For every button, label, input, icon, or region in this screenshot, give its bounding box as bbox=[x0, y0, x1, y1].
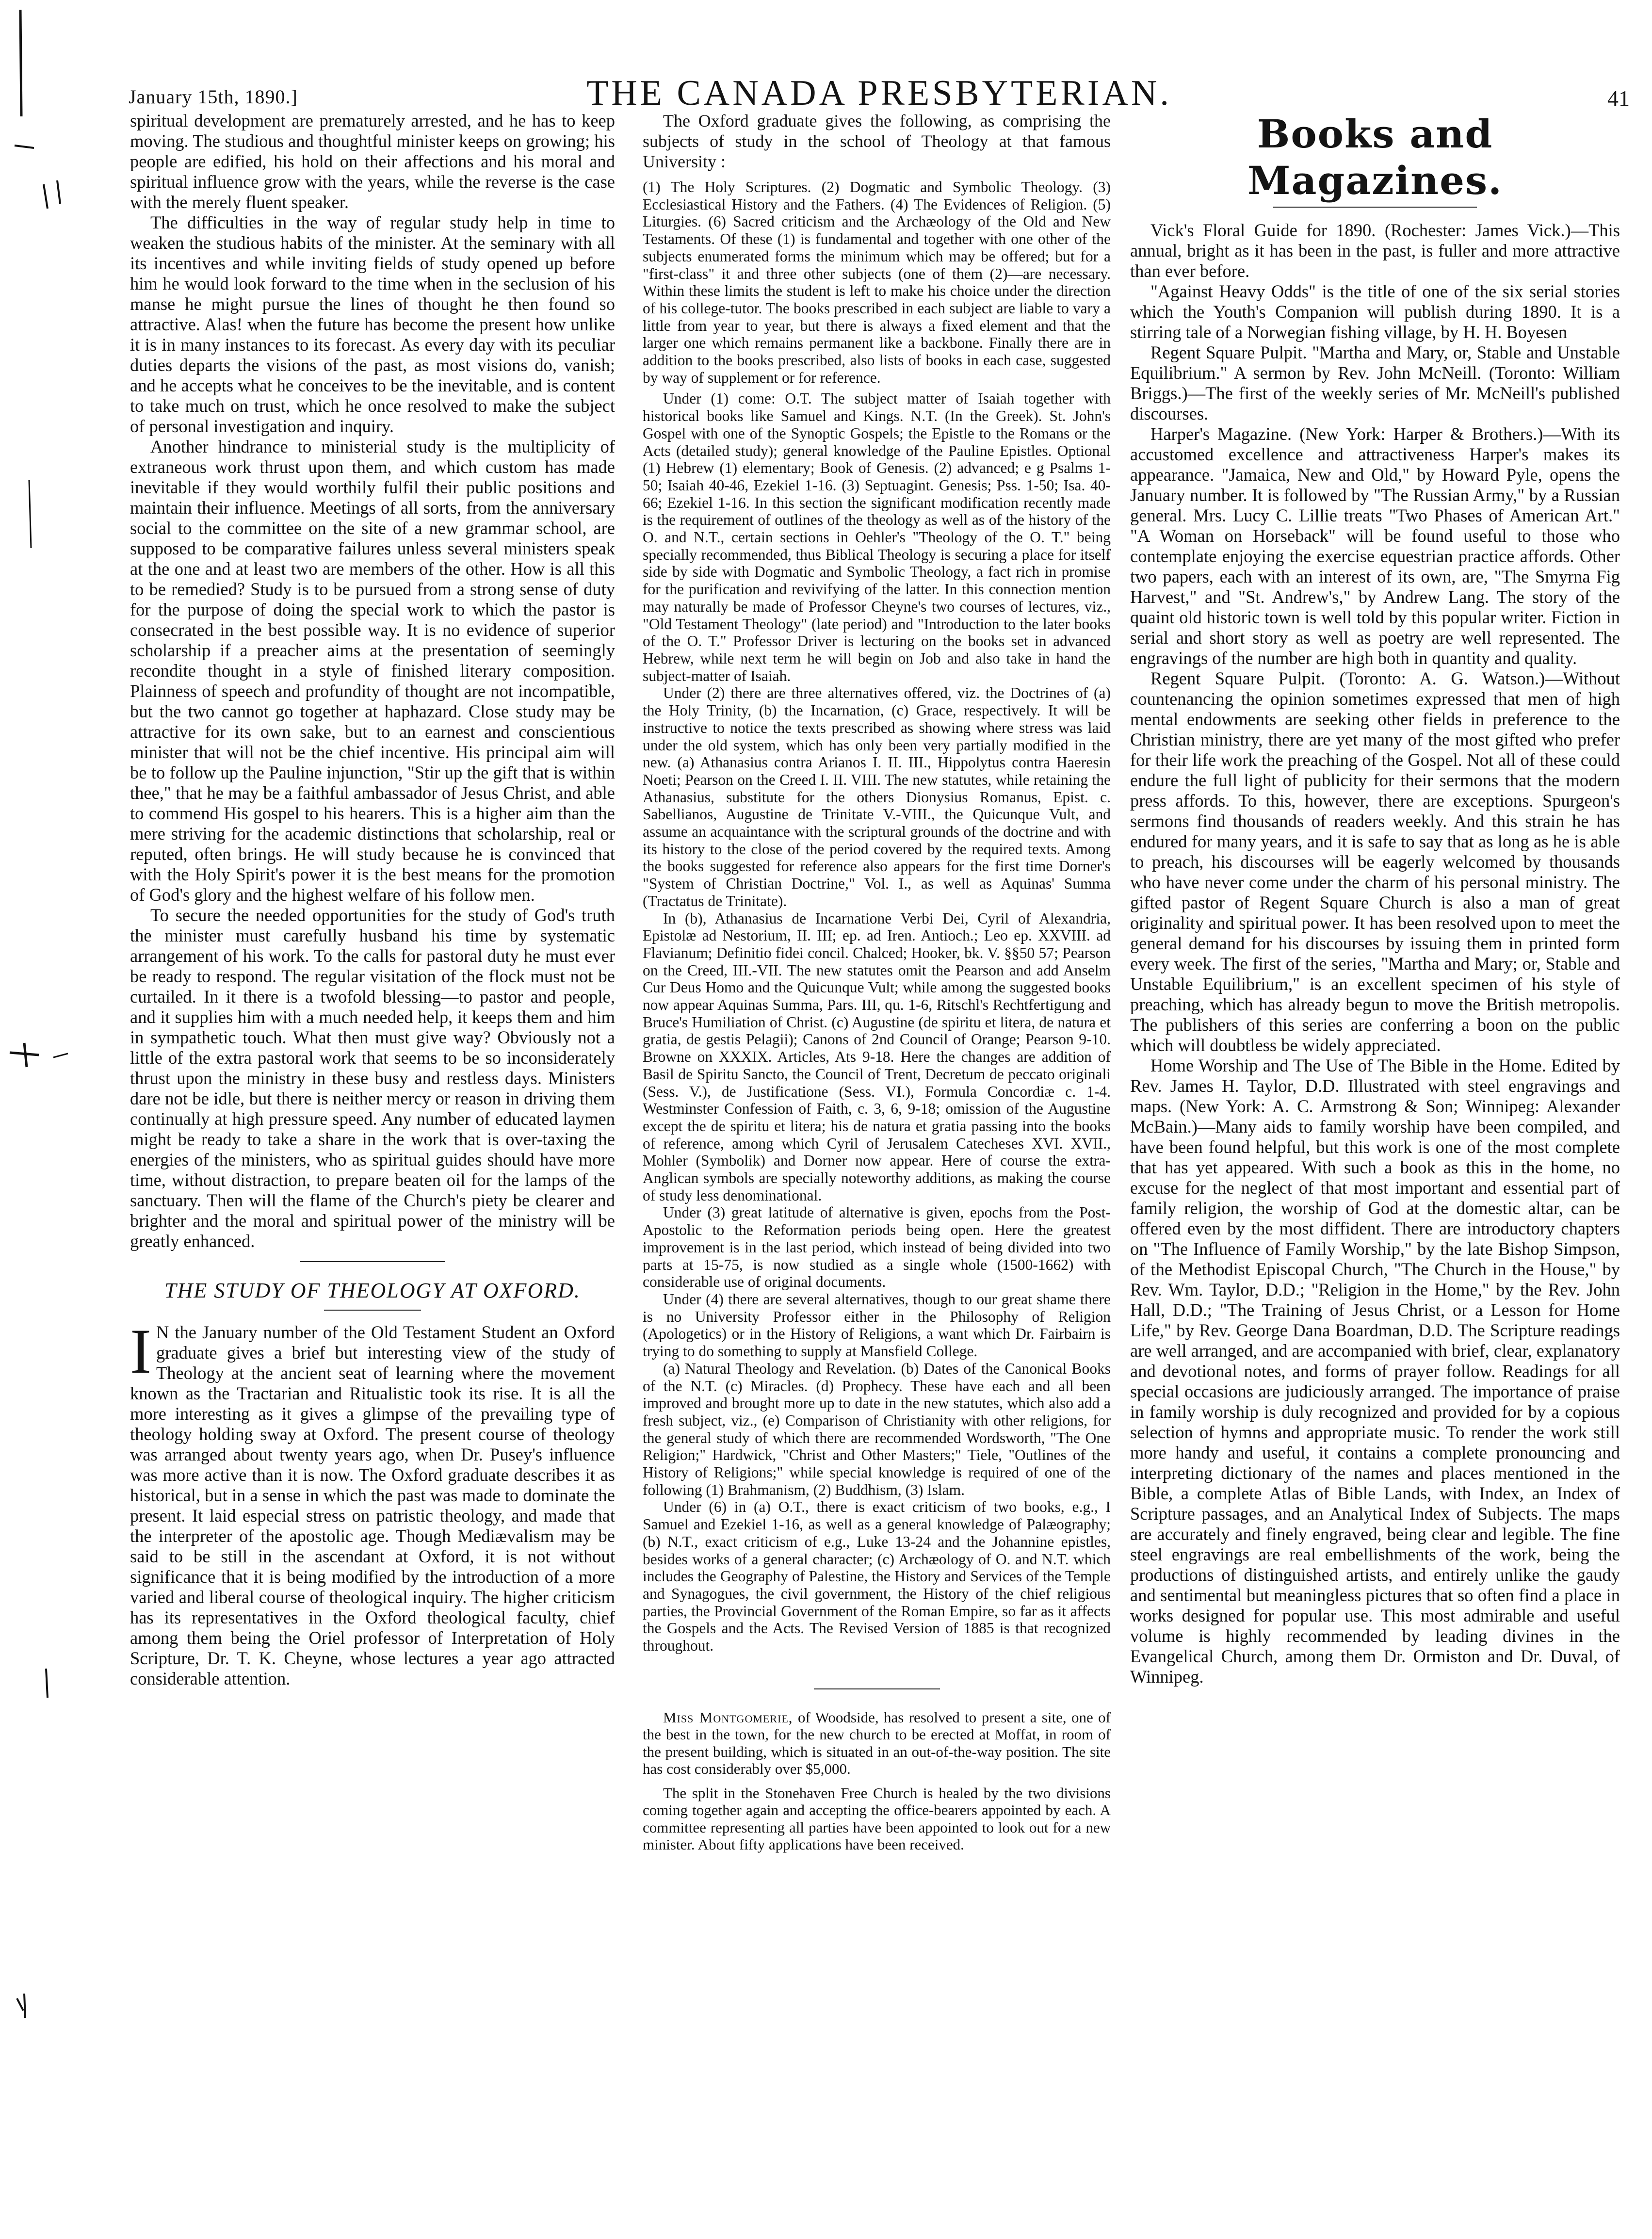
lead-paragraph: The Oxford graduate gives the following, as comprising the subjects of study in the school of Theology at that famous University : bbox=[643, 111, 1111, 171]
section-heading: Books and Magazines. bbox=[1247, 111, 1503, 203]
issue-date: January 15th, 1890.] bbox=[129, 86, 298, 108]
article-opening-paragraph bbox=[130, 1315, 615, 1689]
paragraph: Under (6) in (a) O.T., there is exact criticism of two books, e.g., I Samuel and Ezekiel 1-16, as well as a general knowledge of Palæography; (b) N.T., exact criticism of e.g., Luke 13-24 and the Johannine epistles, besides works of a general character; (c) Archæology of O. and N.T. which includes the Geography of Palestine, the History and Services of the Temple and Synagogues, the civil government, the History of the chief religious parties, the Provincial Government of the Roman Empire, so far as it affects the Gospels and the Acts. The Revised Version of 1885 is that recognized throughout. bbox=[643, 1498, 1111, 1655]
paragraph: Under (3) great latitude of alternative is given, epochs from the Post-Apostolic to the Reformation periods being open. Here the greatest improvement is in the last period, which instead of being divided into two parts at 15-75, is now studied as a single whole (1500-1662) with considerable use of original documents. bbox=[643, 1204, 1111, 1291]
article-divider bbox=[300, 1261, 445, 1262]
paragraph: The difficulties in the way of regular study help in time to weaken the studious habits of the minister. At the seminary with all its incentives and while inviting fields of study opened up before him he would look forward to the time when in the seclusion of his manse he might pursue the lines of thought he then found so attractive. Alas! when the future has become the present how unlike it is in many instances to its forecast. As every day with its peculiar duties departs the visions of the past, as most visions do, vanish; and he accepts what he conceives to be the inevitable, and is content to take much on trust, which he once resolved to make the subject of personal investigation and inquiry. bbox=[130, 212, 615, 436]
column-1 bbox=[130, 111, 615, 2211]
review-paragraph: Vick's Floral Guide for 1890. (Rochester: James Vick.)—This annual, bright as it has been in the past, is fuller and more attractive than ever before. bbox=[1130, 220, 1620, 281]
note-name: Miss Montgomerie, bbox=[663, 1708, 793, 1726]
drop-cap: I bbox=[130, 1315, 151, 1387]
subjects-list: (1) The Holy Scriptures. (2) Dogmatic and Symbolic Theology. (3) Ecclesiastical History and the Fathers. (4) The Evidences of Religion. (5) Liturgies. (6) Sacred criticism and the Archæology of the Old and New Testaments. Of these (1) is fundamental and together with one other of the subjects enumerated forms the minimum which may be offered; but for a "first-class" it and three other subjects (one of them (2)—are necessary. Within these limits the student is left to make his choice under the direction of his college-tutor. The books prescribed in each subject are liable to vary a little from year to year, but there is always a fixed element and that the larger one which remains permanent like a backbone. Finally there are in addition to the books prescribed, also lists of books in each case, suggested by way of supplement or for reference. bbox=[643, 178, 1111, 386]
masthead-title: THE CANADA PRESBYTERIAN. bbox=[586, 73, 1172, 113]
review-paragraph: Home Worship and The Use of The Bible in the Home. Edited by Rev. James H. Taylor, D.D. Illustrated with steel engravings and maps. (New York: A. C. Armstrong & Son; Winnipeg: Alexander McBain.)—Many aids to family worship have been compiled, and have been found helpful, but this work is one of the most complete that has yet appeared. With such a book as this in the home, no excuse for the neglect of that most important and essential part of family religion, the worship of God at the domestic altar, can be offered even by the most diffident. There are introductory chapters on "The Influence of Family Worship," by the late Bishop Simpson, of the Methodist Episcopal Church, "The Church in the House," by Rev. Wm. Taylor, D.D.; "Religion in the Home," by the Rev. John Hall, D.D.; "The Training of Jesus Christ, or a Lesson for Home Life," by Rev. George Dana Boardman, D.D. The Scripture readings are well arranged, and are accompanied with brief, clear, explanatory and devotional notes, and forms of prayer follow. Readings for all special occasions are judiciously arranged. The importance of praise in family worship is duly recognized and provided for by a copious selection of hymns and appropriate music. To render the work still more handy and useful, it contains a complete pronouncing and interpreting dictionary of the names and places mentioned in the Bible, a complete Atlas of Bible Lands, with Index, an Index of Scripture passages, and an Analytical Index of Subjects. The maps are accurately and finely engraved, being clear and legible. The fine steel engravings are real embellishments of the work, being the productions of distinguished artists, and entirely unlike the gaudy and sentimental but meaningless pictures that so often find a place in works designed for popular use. This most admirable and useful volume is highly recommended by leading divines in the Evangelical Church, among them Dr. Ormiston and Dr. Duval, of Winnipeg. bbox=[1130, 1055, 1620, 1687]
paragraph: Under (4) there are several alternatives, though to our great shame there is no University Professor either in the Philosophy of Religion (Apologetics) or in the History of Religions, a want which Dr. Fairbairn is trying to do something to supply at Mansfield College. bbox=[643, 1291, 1111, 1360]
review-paragraph: Regent Square Pulpit. "Martha and Mary, or, Stable and Unstable Equilibrium." A sermon by Rev. John McNeill. (Toronto: William Briggs.)—The first of the weekly series of Mr. McNeill's published discourses. bbox=[1130, 342, 1620, 423]
title-rule bbox=[324, 1310, 421, 1311]
review-paragraph: "Against Heavy Odds" is the title of one of the six serial stories which the Youth's Companion will publish during 1890. It is a stirring tale of a Norwegian fishing village, by H. H. Boyesen bbox=[1130, 281, 1620, 342]
paragraph: In (b), Athanasius de Incarnatione Verbi Dei, Cyril of Alexandria, Epistolæ ad Nestorium, II. III; ep. ad Iren. Antioch.; Leo ep. XXVIII. ad Flavianum; Definitio fidei concil. Chalced; Hooker, bk. V. §§50 57; Pearson on the Creed, III.-VII. The new statutes omit the Pearson and add Anselm Cur Deus Homo and the Quicunque Vult; while among the suggested books now appear Aquinas Summa, Pars. III, qu. 1-6, Ritschl's Rechtfertigung and Bruce's Humiliation of Christ. (c) Augustine (de spiritu et litera, de natura et gratia, de gestis Pelagii); Canons of 2nd Council of Orange; Pearson 9-10. Browne on XXXIX. Articles, Ats 9-18. Here the changes are addition of Basil de Spiritu Sancto, the Council of Trent, Decretum de peccato originali (Sess. V.), de Justificatione (Sess. VI.), Formula Concordiæ c. 1-4. Westminster Confession of Faith, c. 3, 6, 9-18; omission of the Augustine except the de spiritu et litera; his de natura et gratia passing into the books of reference, among which Cyril of Jerusalem Catecheses XVI. XVII., Mohler (Symbolik) and Dorner now appear. Here of course the extra-Anglican symbols are specially noteworthy additions, as making the course of study less denominational. bbox=[643, 909, 1111, 1204]
paragraph: To secure the needed opportunities for the study of God's truth the minister must carefully husband his time by systematic arrangement of his work. To the calls for pastoral duty he must ever be ready to respond. The regular visitation of the flock must not be curtailed. In it there is a twofold blessing—to pastor and people, and it supplies him with a much needed help, it keeps them and him in sympathetic touch. What then must give way? Obviously not a little of the extra pastoral work that seems to be so inconsiderately thrust upon the ministry in these busy and restless days. Ministers dare not be idle, but there is neither mercy or reason in driving them continually at high pressure speed. Any number of educated laymen might be ready to take a share in the work that is over-taxing the energies of the ministers, who as spiritual guides should have more time, without distraction, to prepare beaten oil for the lamps of the sanctuary. Then will the flame of the Church's piety be clearer and brighter and the moral and spiritual power of the ministry will be greatly enhanced. bbox=[130, 905, 615, 1251]
news-note-moffat bbox=[643, 1709, 1111, 1778]
paragraph: Another hindrance to ministerial study is the multiplicity of extraneous work thrust upon them, and which custom has made inevitable if they would worthily fulfil their public positions and maintain their influence. Meetings of all sorts, from the anniversary social to the committee on the site of a new grammar school, are supposed to be comparative failures unless several ministers speak at the one and at least two are members of the other. How is all this to be remedied? Study is to be pursued from a strong sense of duty for the purpose of doing the special work to which the pastor is consecrated in the best possible way. It is no evidence of superior scholarship if a preacher aims at the presentation of seemingly recondite thought in a style of finished literary composition. Plainness of speech and profundity of thought are not incompatible, but the two cannot go together at haphazard. Close study may be attractive for its own sake, but to an earnest and conscientious minister that will not be the chief incentive. His principal aim will be to follow up the Pauline injunction, "Stir up the gift that is within thee," that he may be a faithful ambassador of Jesus Christ, and able to commend His gospel to his hearers. This is a higher aim than the mere striving for the academic distinctions that scholarship, real or reputed, often brings. He will study because he is convinced that with the Holy Spirit's power it is the best means for the promotion of God's glory and the highest welfare of his follow men. bbox=[130, 437, 615, 905]
page-number: 41 bbox=[1607, 86, 1630, 111]
paragraph: (a) Natural Theology and Revelation. (b) Dates of the Canonical Books of the N.T. (c) Miracles. (d) Prophecy. These have each and all been improved and brought more up to date in the new statutes, which also add a fresh subject, viz., (e) Comparison of Christianity with other religions, for the general study of which there are recommended Wordsworth, "The One Religion;" Hardwick, "Christ and Other Masters;" Tiele, "Outlines of the History of Religions;" while special knowledge is required of one of the following (1) Brahmanism, (2) Buddhism, (3) Islam. bbox=[643, 1360, 1111, 1498]
heading-rule bbox=[1273, 207, 1477, 208]
paragraph: Under (2) there are three alternatives offered, viz. the Doctrines of (a) the Holy Trinity, (b) the Incarnation, (c) Grace, respectively. It will be instructive to notice the texts prescribed as showing where stress was laid under the old system, which has only been very partially modified in the new. (a) Athanasius contra Arianos I. II. III., Hippolytus contra Haeresin Noeti; Pearson on the Creed I. II. VIII. The new statutes, while retaining the Athanasius, substitute for the others Dionysius Romanus, Epist. c. Sabellianos, Augustine de Trinitate V.-VIII., the Quicunque Vult, and assume an acquaintance with the scriptural grounds of the doctrine and with its history to the close of the period covered by the required texts. Among the books suggested for reference also appears for the first time Dorner's "System of Christian Doctrine," Vol. I., as well as Aquinas' Summa (Tractatus de Trinitate). bbox=[643, 684, 1111, 909]
article-text: N the January number of the Old Testament Student an Oxford graduate gives a brief but interesting view of the study of Theology at the ancient seat of learning where the movement known as the Tractarian and Ritualistic took its rise. It is all the more interesting as it gives a glimpse of the prevailing type of theology holding sway at Oxford. The present course of theology was arranged about twenty years ago, when Dr. Pusey's influence was more active than it is now. The Oxford graduate describes it as historical, but in a sense in which the past was made to dominate the present. It laid especial stress on patristic theology, and made that the interpreter of the apostolic age. Though Mediævalism may be said to be still in the ascendant at Oxford, it is not without significance that it is being modified by the introduction of a more varied and liberal course of theological inquiry. The higher criticism has its representatives in the Oxford theological faculty, chief among them being the Oriel professor of Interpretation of Holy Scripture, Dr. T. K. Cheyne, whose lectures a year ago attracted considerable attention. bbox=[130, 1322, 615, 1688]
column-2 bbox=[643, 111, 1111, 2211]
paragraph: Under (1) come: O.T. The subject matter of Isaiah together with historical books like Samuel and Kings. N.T. (In the Greek). St. John's Gospel with one of the Synoptic Gospels; the Epistle to the Romans or the Acts (detailed study); general knowledge of the Pauline Epistles. Optional (1) Hebrew (1) elementary; Book of Genesis. (2) advanced; e g Psalms 1-50; Isaiah 40-46, Ezekiel 1-16. (3) Septuagint. Genesis; Pss. 1-50; Isa. 40-66; Ezekiel 1-16. In this section the significant modification recently made is the requirement of outlines of the theology as well as of the history of the O. and N.T., certain sections in Oehler's "Theology of the O. T." being specially recommended, thus Biblical Theology is securing a place for itself side by side with Dogmatic and Symbolic Theology, a fact rich in promise for the purification and revivifying of the latter. In this connection mention may naturally be made of Professor Cheyne's two courses of lectures, viz., "Old Testament Theology" (late period) and "Introduction to the later books of the O. T." Professor Driver is lecturing on the books set in advanced Hebrew, while next term he will begin on Job and also take in hand the subject-matter of Isaiah. bbox=[643, 390, 1111, 684]
note-text: of Woodside, has resolved to present a site, one of the best in the town, for the new church to be erected at Moffat, in room of the present building, which is situated in an out-of-the-way position. The site has cost considerably over $5,000. bbox=[643, 1708, 1111, 1778]
column-3 bbox=[1130, 111, 1620, 2211]
review-paragraph: Harper's Magazine. (New York: Harper & Brothers.)—With its accustomed excellence and attractiveness Harper's makes its appearance. "Jamaica, New and Old," by Howard Pyle, opens the January number. It is followed by "The Russian Army," by a Russian general. Mrs. Lucy C. Lillie treats "Two Phases of American Art." "A Woman on Horseback" will be found useful to those who contemplate enjoying the exercise equestrian practice affords. Other two papers, each with an interest of its own, are, "The Smyrna Fig Harvest," and "St. Andrew's," by Andrew Lang. The story of the quaint old historic town is well told by this popular writer. Fiction in serial and short story as well as poetry are well represented. The engravings of the number are high both in quantity and quality. bbox=[1130, 424, 1620, 668]
news-divider bbox=[814, 1688, 940, 1689]
article-title: THE STUDY OF THEOLOGY AT OXFORD. bbox=[164, 1279, 581, 1302]
news-note-stonehaven: The split in the Stonehaven Free Church is healed by the two divisions coming together again and accepting the office-bearers appointed by each. A committee representing all parties have been appointed to look out for a new minister. About fifty applications have been received. bbox=[643, 1784, 1111, 1853]
review-paragraph: Regent Square Pulpit. (Toronto: A. G. Watson.)—Without countenancing the opinion sometimes expressed that men of high mental endowments are seeking other fields in preference to the Christian ministry, there are yet many of the most gifted who prefer for their life work the preaching of the Gospel. Not all of these could endure the full light of publicity for their sermons that the modern press affords. To this, however, there are exceptions. Spurgeon's sermons find thousands of readers weekly. And this strain he has endured for many years, and it is safe to say that as long as he is able to preach, his discourses will be eagerly welcomed by thousands who have never come under the charm of his personal ministry. The gifted pastor of Regent Square Church is also a man of great originality and spiritual power. It has been resolved upon to meet the general demand for his discourses by issuing them in printed form every week. The first of the series, "Martha and Mary; or, Stable and Unstable Equilibrium," is an excellent specimen of his style of preaching, which has already begun to move the British metropolis. The publishers of this series are conferring a boon on the public which will doubtless be widely appreciated. bbox=[1130, 668, 1620, 1055]
margin-scan-marks bbox=[0, 0, 116, 2239]
paragraph: spiritual development are prematurely arrested, and he has to keep moving. The studious and thoughtful minister keeps on growing; his people are edified, his hold on their affections and his moral and spiritual influence grow with the years, while the reverse is the case with the merely fluent speaker. bbox=[130, 111, 615, 212]
